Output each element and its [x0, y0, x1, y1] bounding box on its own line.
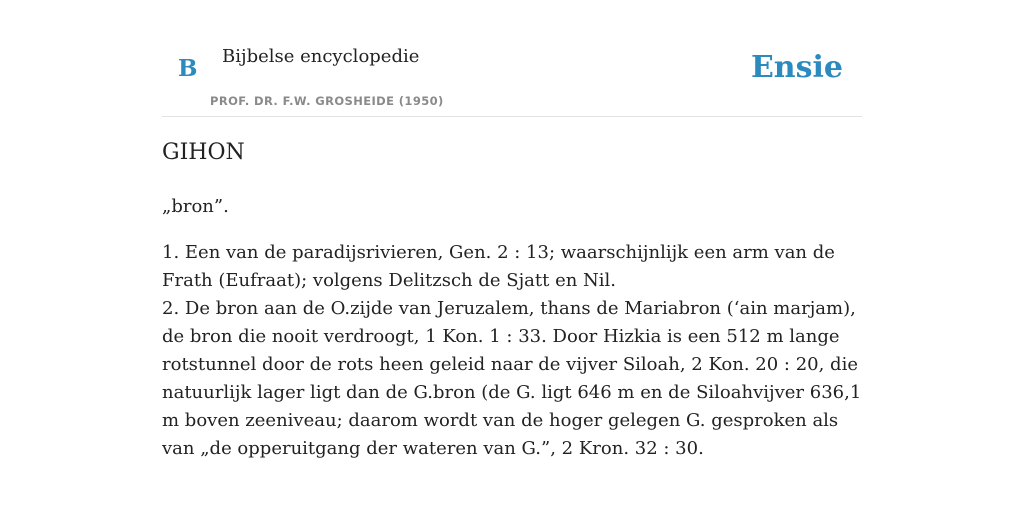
- page: [162, 0, 862, 459]
- entry-paragraph-1: 1. Een van de paradijsrivieren, Gen. 2 : 13; waarschijnlijk een arm van de Frath (Eufraat); volgens Delitzsch de Sjatt en Nil.: [162, 242, 835, 291]
- header: [162, 0, 862, 117]
- site-logo[interactable]: Ensie: [750, 50, 843, 85]
- entry-meaning: „bron”.: [162, 196, 229, 217]
- entry-paragraph-2: 2. De bron aan de O.zijde van Jeruzalem, thans de Mariabron (‘ain marjam), de bron die nooit verdroogt, 1 Kon. 1 : 33. Door Hizkia is een 512 m lange rotstunnel door de rots heen geleid naar de vijver Siloah, 2 Kon. 20 : 20, die natuurlijk lager ligt dan de G.bron (de G. ligt 646 m en de Siloahvijver 636,1 m boven zeeniveau; daarom wordt van de hoger gelegen G. gesproken als van „de opperuitgang der wateren van G.”, 2 Kron. 32 : 30.: [162, 298, 862, 459]
- entry-title: GIHON: [162, 140, 245, 165]
- entry-body: [162, 239, 862, 463]
- book-icon[interactable]: B: [178, 55, 198, 82]
- book-title[interactable]: Bijbelse encyclopedie: [222, 46, 420, 67]
- book-author: PROF. DR. F.W. GROSHEIDE (1950): [210, 94, 444, 108]
